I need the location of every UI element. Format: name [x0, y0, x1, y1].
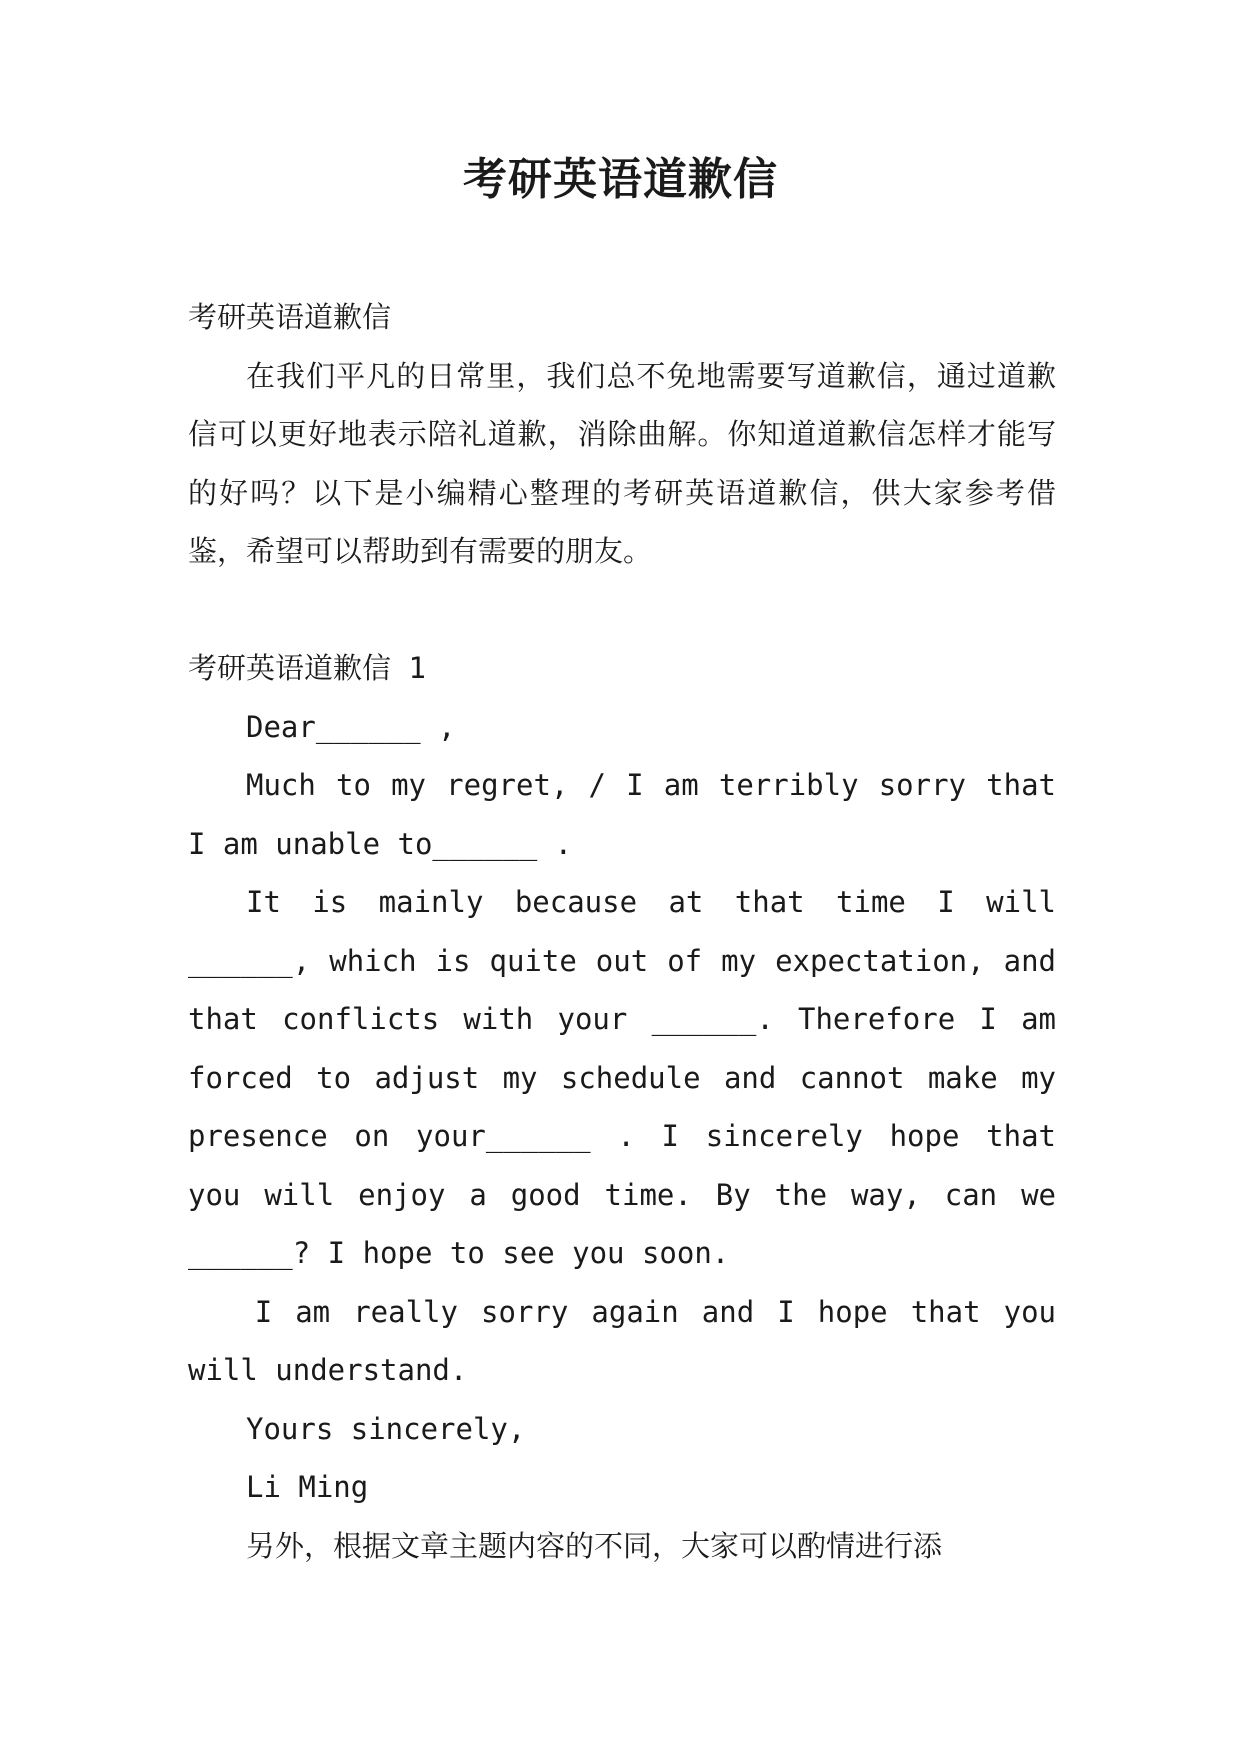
document-title: 考研英语道歉信	[463, 154, 778, 205]
document-body	[188, 288, 1056, 1575]
letter-paragraph-2: It is mainly because at that time I will ______, which is quite out of my expectation, and that conflicts with your ______. Therefore I am forced to adjust my schedule and cannot make my presence on your______ . I sincerely hope that you will enjoy a good time. By the way, can we ______? I hope to see you soon.	[188, 885, 1056, 1270]
paragraph-gap	[188, 581, 1056, 640]
letter-paragraph-1: Much to my regret, / I am terribly sorry that I am unable to______ .	[188, 768, 1056, 861]
letter-paragraph-3: I am really sorry again and I hope that you will understand.	[188, 1294, 1056, 1387]
letter-closing: Yours sincerely,	[246, 1411, 526, 1446]
letter-signature: Li Ming	[246, 1470, 369, 1504]
footer-note: 另外，根据文章主题内容的不同，大家可以酌情进行添	[246, 1528, 943, 1563]
section-title: 考研英语道歉信 1	[188, 651, 426, 685]
intro-paragraph: 在我们平凡的日常里，我们总不免地需要写道歉信，通过道歉信可以更好地表示陪礼道歉，消除曲解。你知道道歉信怎样才能写的好吗？以下是小编精心整理的考研英语道歉信，供大家参考借鉴，希望可以帮助到有需要的朋友。	[188, 358, 1056, 568]
heading-line: 考研英语道歉信	[188, 300, 392, 334]
letter-salutation: Dear______ ,	[246, 709, 456, 744]
